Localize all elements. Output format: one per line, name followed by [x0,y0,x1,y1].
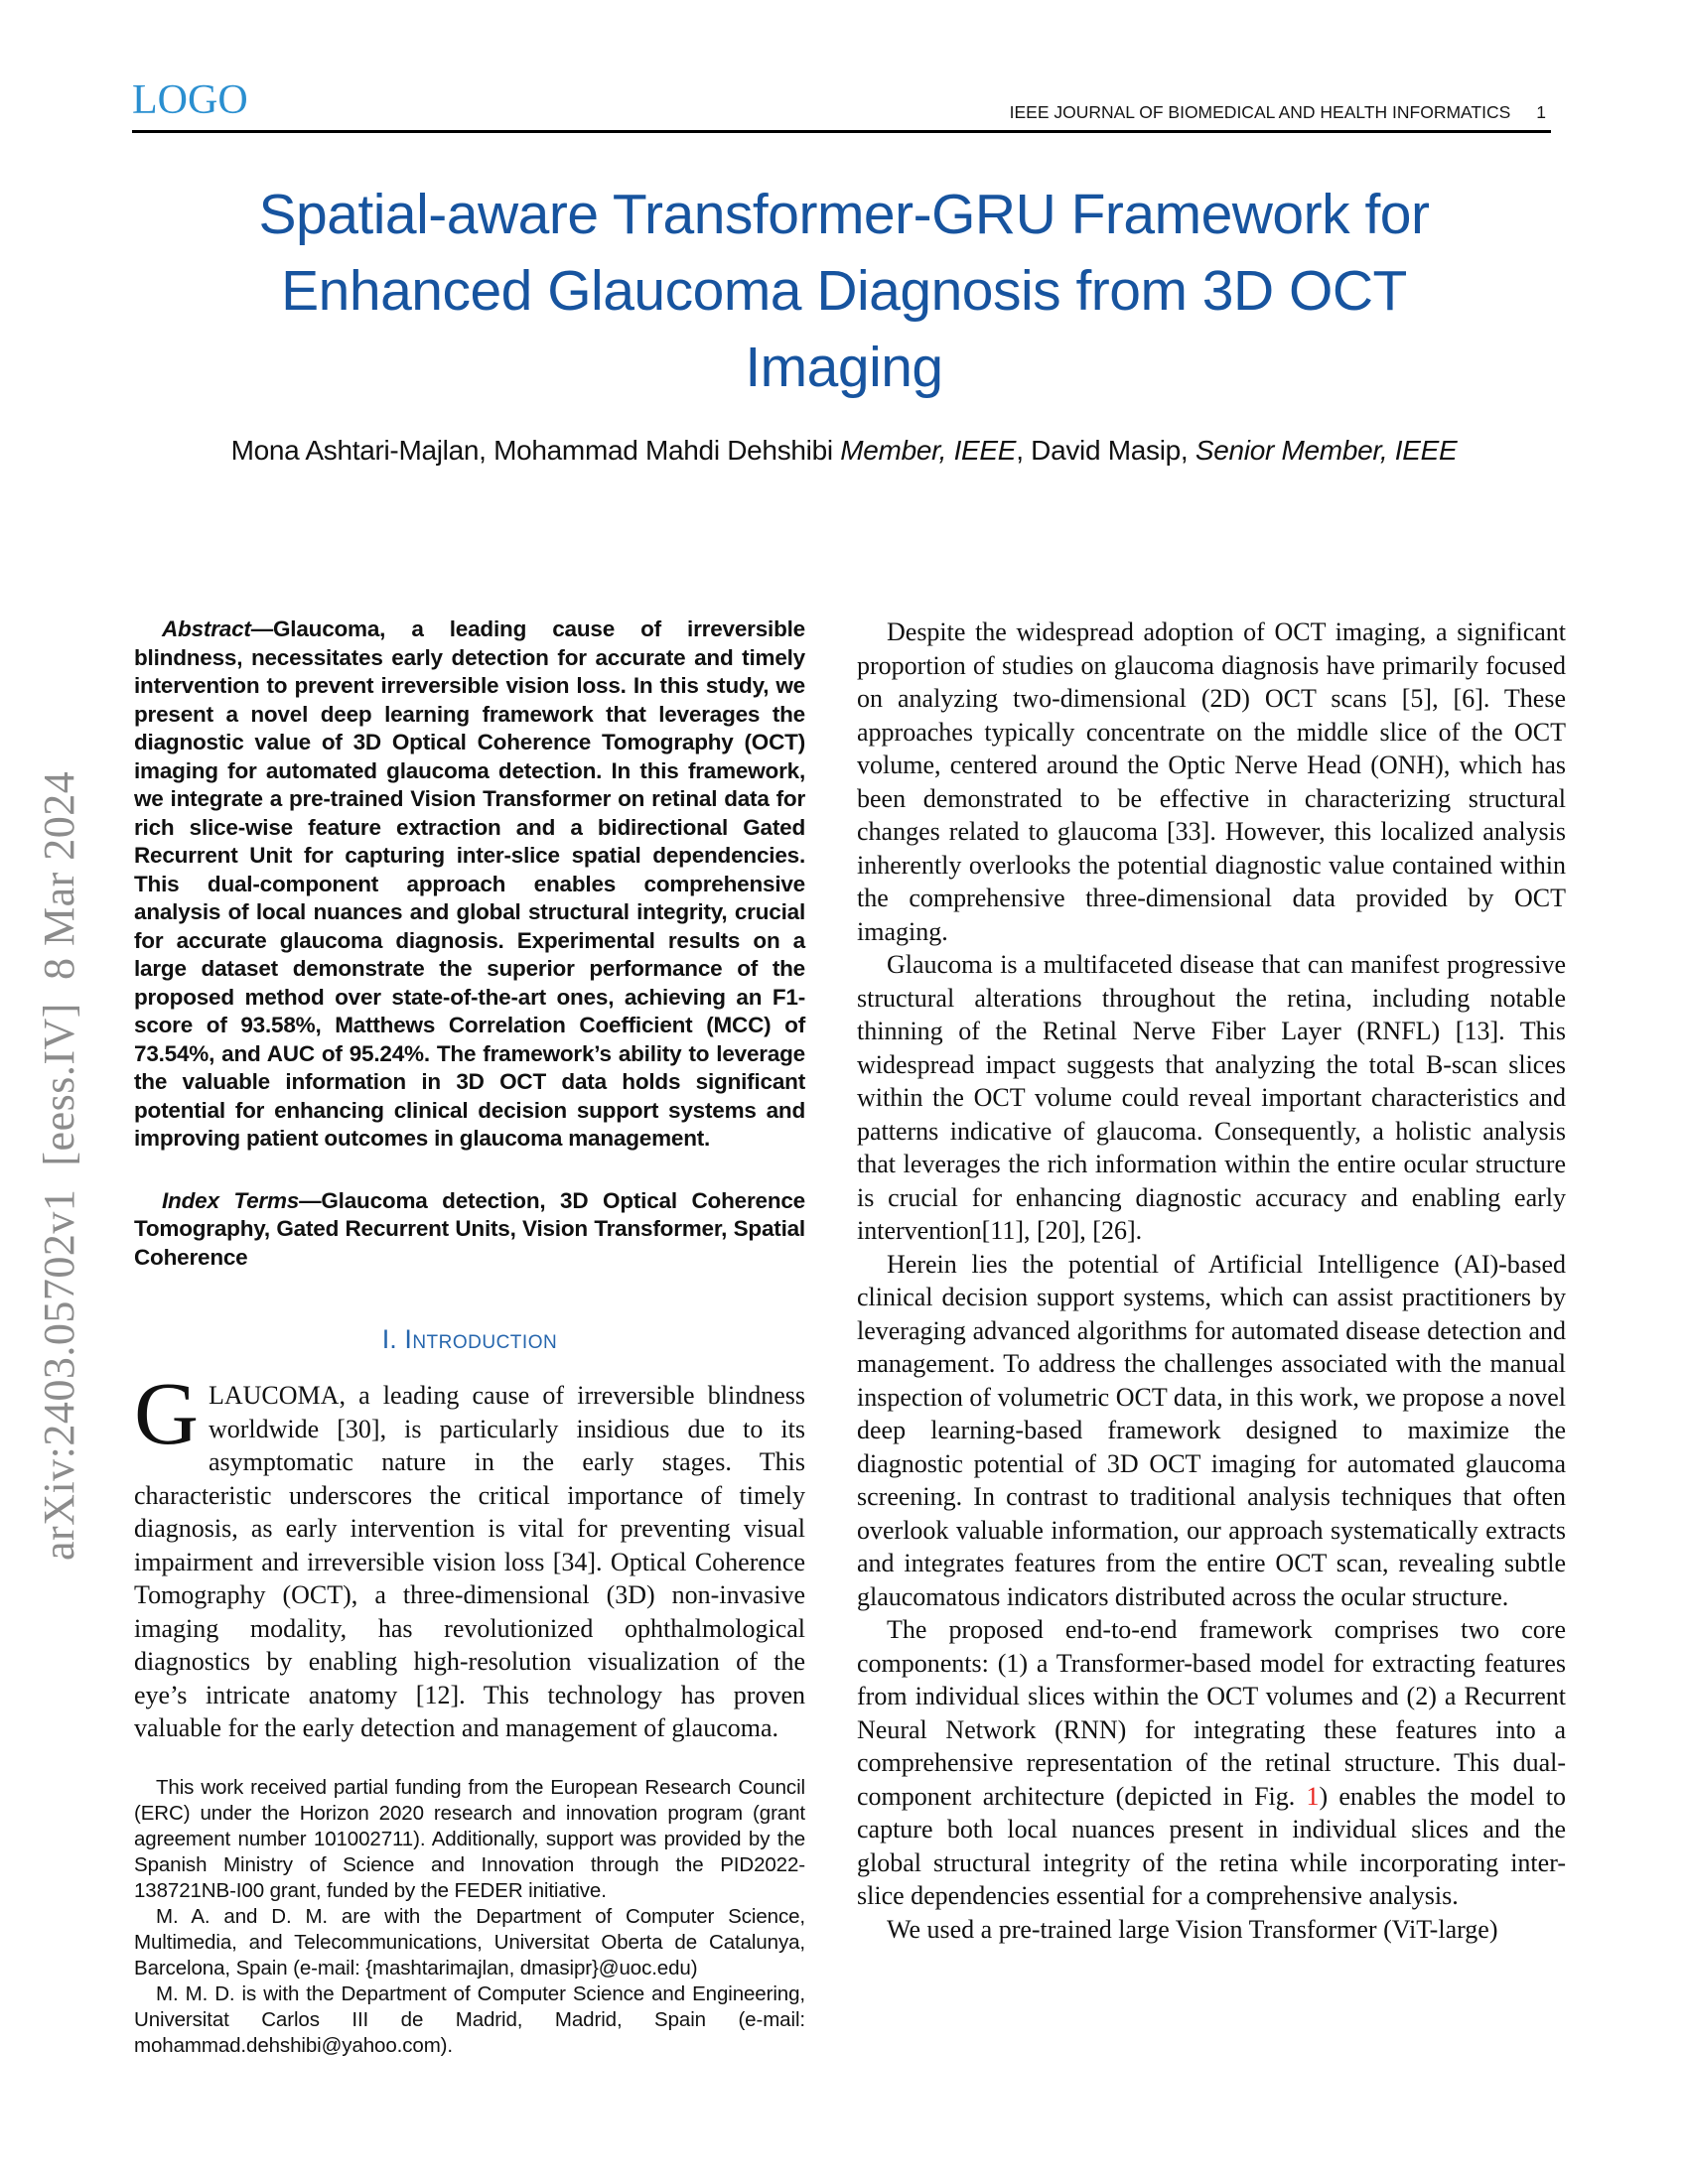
header-rule [132,130,1551,133]
section-title: Introduction [404,1324,558,1354]
first-page-footnotes [134,1775,805,2059]
index-terms-label: Index Terms [162,1187,300,1213]
body-paragraph-3: Herein lies the potential of Artificial Intelligence (AI)-based clinical decision support systems, which can assist practitioners by leveraging advanced algorithms for automated disease detection and management. To address the challenges associated with the manual inspection of volumetric OCT data, in this work, we propose a novel deep learning-based framework designed to maximize the diagnostic potential of 3D OCT imaging for automated glaucoma screening. In contrast to traditional analysis techniques that often overlook valuable information, our approach systematically extracts and integrates features from the entire OCT scan, revealing subtle glaucomatous indicators distributed across the ocular structure. [857,1249,1566,1611]
journal-name: IEEE JOURNAL OF BIOMEDICAL AND HEALTH INFORMATICS [1009,102,1511,122]
drop-cap: G [134,1365,199,1463]
member-designation: Member, IEEE [840,435,1017,466]
paper-title [109,177,1579,406]
funding-footnote: This work received partial funding from the European Research Council (ERC) under the Horizon 2020 research and innovation program (grant agreement number 101002711). Additionally, support was provided by the Spanish Ministry of Science and Innovation through the PID2022-138721NB-I00 grant, funded by the FEDER initiative. [134,1775,805,1902]
paper-title-line-2: Enhanced Glaucoma Diagnosis from 3D OCT [281,259,1407,323]
index-terms-text: —Glaucoma detection, 3D Optical Coherence Tomography, Gated Recurrent Units, Vision Transformer, Spatial Coherence [134,1187,805,1270]
left-column [134,615,805,2059]
journal-logo: LOGO [132,77,248,123]
body-paragraph-4-text-after: ) enables the model to capture both local nuances present in individual slices and the global structural integrity of the retina while incorporating inter-slice dependencies essential for a comprehensive analysis. [857,1781,1566,1910]
paper-title-line-1: Spatial-aware Transformer-GRU Framework for [258,183,1430,246]
body-paragraph-1: Despite the widespread adoption of OCT imaging, a significant proportion of studies on glaucoma diagnosis have primarily focused on analyzing two-dimensional (2D) OCT scans [5], [6]. These approaches typically concentrate on the middle slice of the OCT volume, centered around the Optic Nerve Head (ONH), which has been demonstrated to be effective in characterizing structural changes related to glaucoma [33]. However, this localized analysis inherently overlooks the potential diagnostic value contained within the comprehensive three-dimensional data provided by OCT imaging. [857,617,1566,946]
arxiv-watermark: arXiv:2403.05702v1 [eess.IV] 8 Mar 2024 [35,770,83,1561]
figure-1-reference-link[interactable]: 1 [1306,1781,1320,1811]
introduction-heading [134,1323,805,1355]
index-terms-section [134,1187,805,1273]
body-paragraph-5: We used a pre-trained large Vision Transformer (ViT-large) [887,1914,1498,1944]
abstract-text: —Glaucoma, a leading cause of irreversible blindness, necessitates early detection for accurate and timely intervention to prevent irreversible vision loss. In this study, we present a novel deep learning framework that leverages the diagnostic value of 3D Optical Coherence Tomography (OCT) imaging for automated glaucoma detection. In this framework, we integrate a pre-trained Vision Transformer on retinal data for rich slice-wise feature extraction and a bidirectional Gated Recurrent Unit for capturing inter-slice spatial dependencies. This dual-component approach enables comprehensive analysis of local nuances and global structural integrity, crucial for accurate glaucoma diagnosis. Experimental results on a large dataset demonstrate the superior performance of the proposed method over state-of-the-art ones, achieving an F1-score of 93.58%, Matthews Correlation Coefficient (MCC) of 73.54%, and AUC of 95.24%. The framework’s ability to leverage the valuable information in 3D OCT data holds significant potential for enhancing clinical decision support systems and improving patient outcomes in glaucoma management. [134,616,805,1151]
index-terms-paragraph [134,1187,805,1273]
introduction-text: LAUCOMA, a leading cause of irreversible blindness worldwide [30], is particularly insidious due to its asymptomatic nature in the early stages. This characteristic underscores the critical importance of timely diagnosis, as early intervention is vital for preventing visual impairment and irreversible vision loss [34]. Optical Coherence Tomography (OCT), a three-dimensional (3D) non-invasive imaging modality, has revolutionized ophthalmological diagnostics by enabling high-resolution visualization of the eye’s intricate anatomy [12]. This technology has proven valuable for the early detection and management of glaucoma. [134,1381,805,1742]
abstract-paragraph [134,615,805,1154]
body-paragraph-4-text: The proposed end-to-end framework comprises two core components: (1) a Transformer-based model for extracting features from individual slices within the OCT volumes and (2) a Recurrent Neural Network (RNN) for integrating these features into a comprehensive representation of the retinal structure. This dual-component architecture (depicted in Fig. [857,1615,1566,1811]
author-names: Mona Ashtari-Majlan, Mohammad Mahdi Dehshibi [230,435,841,466]
affiliation-footnote-2: M. M. D. is with the Department of Computer Science and Engineering, Universitat Carlos III de Madrid, Madrid, Spain (e-mail: mohammad.dehshibi@yahoo.com). [134,1981,805,2057]
abstract-label: Abstract [162,616,251,641]
page-number: 1 [1536,102,1546,122]
author-names-2: , David Masip, [1016,435,1196,466]
abstract-section [134,615,805,1154]
running-header [1010,102,1546,123]
introduction-paragraph [134,1365,805,1745]
section-number: I. [381,1324,397,1354]
right-column [857,615,1566,1946]
author-line [60,435,1628,467]
body-paragraph-2: Glaucoma is a multifaceted disease that can manifest progressive structural alterations throughout the retina, including notable thinning of the Retinal Nerve Fiber Layer (RNFL) [13]. This widespread impact suggests that analyzing the total B-scan slices within the OCT volume could reveal important characteristics and patterns indicative of glaucoma. Consequently, a holistic analysis that leverages the rich information within the entire ocular structure is crucial for enhancing diagnostic accuracy and enabling early intervention[11], [20], [26]. [857,950,1566,1245]
body-paragraph-4 [857,1613,1566,1913]
affiliation-footnote-1: M. A. and D. M. are with the Department of Computer Science, Multimedia, and Telecommunications, Universitat Oberta de Catalunya, Barcelona, Spain (e-mail: {mashtarimajlan, dmasipr}@uoc.edu) [134,1904,805,1979]
paper-title-line-3: Imaging [745,336,943,399]
senior-member-designation: Senior Member, IEEE [1195,435,1458,466]
